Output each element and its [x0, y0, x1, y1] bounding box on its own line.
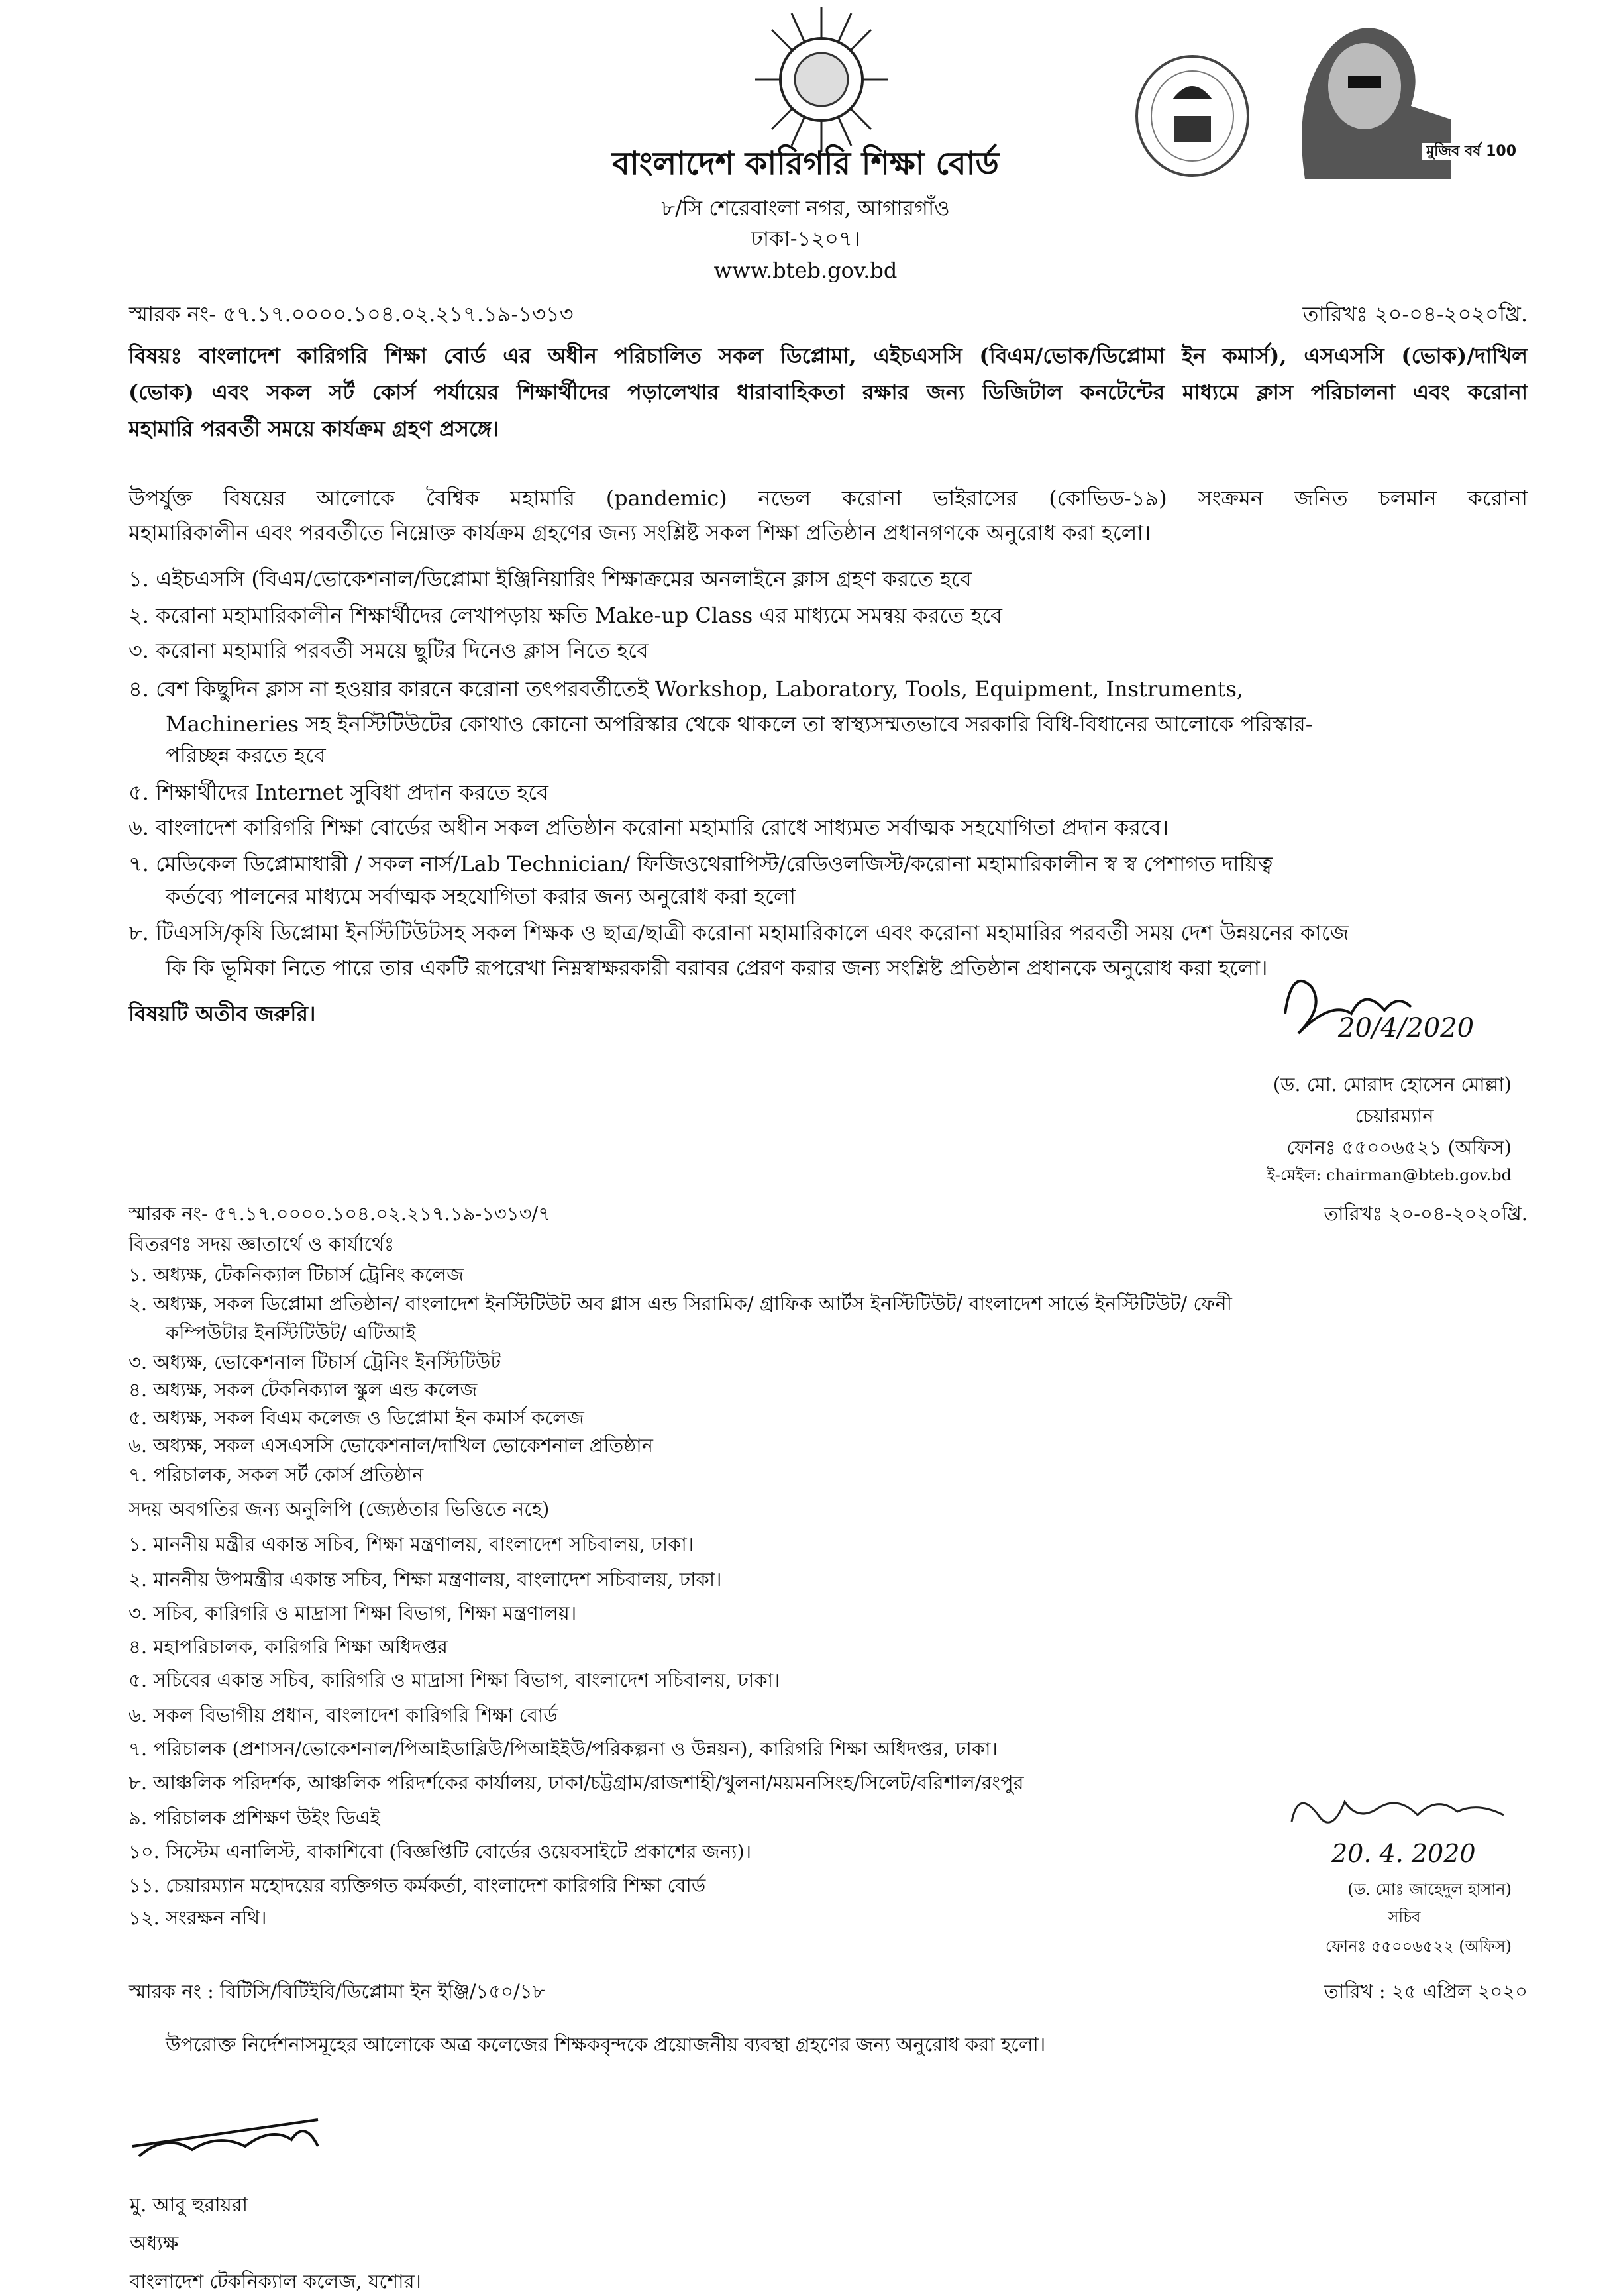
memo1-date: তারিখঃ ২০-০৪-২০২০খ্রি. — [1302, 301, 1528, 327]
secretary-phone: ফোনঃ ৫৫০০৬৫২২ (অফিস) — [1325, 1937, 1512, 1956]
copy-heading: সদয় অবগতির জন্য অনুলিপি (জ্যেষ্ঠতার ভিত্তিতে নহে) — [129, 1498, 550, 1520]
principal-name: মু. আবু হুরায়রা — [130, 2193, 248, 2216]
body-line: উপর্যুক্ত বিষয়ের আলোকে বৈশ্বিক মহামারি (pandemic) নভেল করোনা ভাইরাসের (কোভিড-১৯) সংক্রমন জনিত চলমান করোনা — [129, 486, 1528, 511]
subject-line: বিষয়ঃ বাংলাদেশ কারিগরি শিক্ষা বোর্ড এর অধীন পরিচালিত সকল ডিপ্লোমা, এইচএসসি (বিএম/ভোক/ডিপ্লোমা ইন কমার্স), এসএসসি (ভোক)/দাখিল — [129, 343, 1528, 368]
list-item-continued: কর্তব্যে পালনের মাধ্যমে সর্বাত্মক সহযোগিতা করার জন্য অনুরোধ করা হলো — [166, 884, 796, 909]
copy-item: ৩. সচিব, কারিগরি ও মাদ্রাসা শিক্ষা বিভাগ, শিক্ষা মন্ত্রণালয়। — [129, 1602, 577, 1624]
distribution-item: ২. অধ্যক্ষ, সকল ডিপ্লোমা প্রতিষ্ঠান/ বাংলাদেশ ইনস্টিটিউট অব গ্লাস এন্ড সিরামিক/ গ্রাফিক আর্টস ইনস্টিটিউট/ বাংলাদেশ সার্ভে ইনস্টিটিউট/ ফেনী — [129, 1292, 1232, 1315]
chairman-signature-date: 20/4/2020 — [1338, 1013, 1475, 1043]
secretary-name: (ড. মোঃ জাহেদুল হাসান) — [1347, 1880, 1512, 1899]
distribution-heading: বিতরণঃ সদয় জ্ঞাতার্থে ও কার্যার্থেঃ — [129, 1233, 395, 1255]
distribution-item: ৬. অধ্যক্ষ, সকল এসএসসি ভোকেশনাল/দাখিল ভোকেশনাল প্রতিষ্ঠান — [129, 1434, 653, 1457]
body-line: মহামারিকালীন এবং পরবর্তীতে নিম্নোক্ত কার্যক্রম গ্রহণের জন্য সংশ্লিষ্ট সকল শিক্ষা প্রতিষ্ঠান প্রধানগণকে অনুরোধ করা হলো। — [129, 520, 1151, 545]
website-link[interactable]: www.bteb.gov.bd — [713, 258, 898, 283]
copy-item: ৮. আঞ্চলিক পরিদর্শক, আঞ্চলিক পরিদর্শকের কার্যালয়, ঢাকা/চট্টগ্রাম/রাজশাহী/খুলনা/ময়মনসিংহ/সিলেট/বরিশাল/রংপুর — [129, 1771, 1024, 1794]
copy-item: ২. মাননীয় উপমন্ত্রীর একান্ত সচিব, শিক্ষা মন্ত্রণালয়, বাংলাদেশ সচিবালয়, ঢাকা। — [129, 1568, 722, 1591]
address-line-2: ঢাকা-১২০৭। — [751, 226, 860, 251]
organization-title: বাংলাদেশ কারিগরি শিক্ষা বোর্ড — [612, 145, 999, 182]
urgent-note: বিষয়টি অতীব জরুরি। — [129, 1001, 316, 1026]
copy-item: ৫. সচিবের একান্ত সচিব, কারিগরি ও মাদ্রাসা শিক্ষা বিভাগ, বাংলাদেশ সচিবালয়, ঢাকা। — [129, 1669, 780, 1691]
list-item: ২. করোনা মহামারিকালীন শিক্ষার্থীদের লেখাপড়ায় ক্ষতি Make-up Class এর মাধ্যমে সমন্বয় করতে হবে — [129, 603, 1002, 628]
subject-line: (ভোক) এবং সকল সর্ট কোর্স পর্যায়ের শিক্ষার্থীদের পড়ালেখার ধারাবাহিকতা রক্ষার জন্য ডিজিটাল কনটেন্টের মাধ্যমে ক্লাস পরিচালনা এবং করোনা — [129, 380, 1528, 405]
memo3-ref: স্মারক নং : বিটিসি/বিটিইবি/ডিপ্লোমা ইন ইঞ্জি/১৫০/১৮ — [129, 1980, 545, 2003]
list-item-continued: কি কি ভূমিকা নিতে পারে তার একটি রূপরেখা নিম্নস্বাক্ষরকারী বরাবর প্রেরণ করার জন্য সংশ্লিষ্ট প্রতিষ্ঠান প্রধানকে অনুরোধ করা হলো। — [166, 955, 1268, 980]
distribution-item: ৭. পরিচালক, সকল সর্ট কোর্স প্রতিষ্ঠান — [129, 1463, 424, 1486]
copy-item: ৪. মহাপরিচালক, কারিগরি শিক্ষা অধিদপ্তর — [129, 1636, 448, 1658]
distribution-item: ৪. অধ্যক্ষ, সকল টেকনিক্যাল স্কুল এন্ড কলেজ — [129, 1379, 478, 1401]
list-item: ৩. করোনা মহামারি পরবর্তী সময়ে ছুটির দিনেও ক্লাস নিতে হবে — [129, 638, 649, 663]
distribution-item-continued: কম্পিউটার ইনস্টিটিউট/ এটিআই — [166, 1322, 416, 1344]
copy-item: ১২. সংরক্ষন নথি। — [129, 1906, 267, 1929]
distribution-item: ১. অধ্যক্ষ, টেকনিক্যাল টিচার্স ট্রেনিং কলেজ — [129, 1263, 464, 1286]
list-item: ১. এইচএসসি (বিএম/ভোকেশনাল/ডিপ্লোমা ইঞ্জিনিয়ারিং শিক্ষাক্রমের অনলাইনে ক্লাস গ্রহণ করতে হবে — [129, 566, 972, 592]
memo2-ref: স্মারক নং- ৫৭.১৭.০০০০.১০৪.০২.২১৭.১৯-১৩১৩/৭ — [129, 1202, 551, 1225]
copy-item: ১. মাননীয় মন্ত্রীর একান্ত সচিব, শিক্ষা মন্ত্রণালয়, বাংলাদেশ সচিবালয়, ঢাকা। — [129, 1533, 694, 1555]
list-item-continued: পরিচ্ছন্ন করতে হবে — [166, 743, 326, 768]
mujib-borsho-logo-text: মুজিব বর্ষ 100 — [1422, 143, 1521, 160]
list-item: ৭. মেডিকেল ডিপ্লোমাধারী / সকল নার্স/Lab Technician/ ফিজিওথেরাপিস্ট/রেডিওলজিস্ট/করোনা মহামারিকালীন স্ব স্ব পেশাগত দায়িত্ব — [129, 851, 1273, 876]
chairman-name: (ড. মো. মোরাদ হোসেন মোল্লা) — [1273, 1073, 1512, 1096]
memo3-date: তারিখ : ২৫ এপ্রিল ২০২০ — [1324, 1980, 1528, 2003]
memo1-ref: স্মারক নং- ৫৭.১৭.০০০০.১০৪.০২.২১৭.১৯-১৩১৩ — [129, 301, 574, 327]
secretary-signature-date: 20. 4. 2020 — [1331, 1839, 1476, 1868]
secretary-title: সচিব — [1388, 1908, 1421, 1926]
list-item: ৬. বাংলাদেশ কারিগরি শিক্ষা বোর্ডের অধীন সকল প্রতিষ্ঠান করোনা মহামারি রোধে সাধ্যমত সর্বাত্মক সহযোগিতা প্রদান করবে। — [129, 815, 1169, 840]
copy-item: ৭. পরিচালক (প্রশাসন/ভোকেশনাল/পিআইডাব্লিউ/পিআইইউ/পরিকল্পনা ও উন্নয়ন), কারিগরি শিক্ষা অধিদপ্তর, ঢাকা। — [129, 1738, 998, 1760]
copy-item: ১০. সিস্টেম এনালিস্ট, বাকাশিবো (বিজ্ঞপ্তিটি বোর্ডের ওয়েবসাইটে প্রকাশের জন্য)। — [129, 1840, 752, 1863]
memo3-body: উপরোক্ত নির্দেশনাসমূহের আলোকে অত্র কলেজের শিক্ষকবৃন্দকে প্রয়োজনীয় ব্যবস্থা গ্রহণের জন্য অনুরোধ করা হলো। — [166, 2033, 1046, 2056]
memo2-date: তারিখঃ ২০-০৪-২০২০খ্রি. — [1324, 1202, 1528, 1225]
principal-title: অধ্যক্ষ — [130, 2232, 179, 2254]
list-item: ৮. টিএসসি/কৃষি ডিপ্লোমা ইনস্টিটিউটসহ সকল শিক্ষক ও ছাত্র/ছাত্রী করোনা মহামারিকালে এবং করোনা মহামারির পরবর্তী সময় দেশ উন্নয়নের কাজে — [129, 920, 1349, 945]
copy-item: ৯. পরিচালক প্রশিক্ষণ উইং ডিএই — [129, 1806, 380, 1829]
government-emblem-icon — [755, 7, 888, 152]
address-line-1: ৮/সি শেরেবাংলা নগর, আগারগাঁও — [661, 195, 950, 221]
list-item-continued: Machineries সহ ইনস্টিটিউটের কোথাও কোনো অপরিস্কার থেকে থাকলে তা স্বাস্থ্যসম্মতভাবে সরকারি বিধি-বিধানের আলোকে পরিস্কার- — [166, 711, 1313, 737]
subject-line: মহামারি পরবর্তী সময়ে কার্যক্রম গ্রহণ প্রসঙ্গে। — [129, 416, 499, 441]
chairman-title: চেয়ারম্যান — [1355, 1104, 1434, 1127]
distribution-item: ৫. অধ্যক্ষ, সকল বিএম কলেজ ও ডিপ্লোমা ইন কমার্স কলেজ — [129, 1406, 584, 1429]
principal-signature — [126, 2107, 338, 2173]
distribution-item: ৩. অধ্যক্ষ, ভোকেশনাল টিচার্স ট্রেনিং ইনস্টিটিউট — [129, 1351, 501, 1373]
copy-item: ৬. সকল বিভাগীয় প্রধান, বাংলাদেশ কারিগরি শিক্ষা বোর্ড — [129, 1704, 558, 1726]
principal-institution: বাংলাদেশ টেকনিক্যাল কলেজ, যশোর। — [130, 2270, 421, 2293]
chairman-email[interactable]: ই-মেইল: chairman@bteb.gov.bd — [1267, 1166, 1512, 1184]
chairman-phone: ফোনঃ ৫৫০০৬৫২১ (অফিস) — [1286, 1136, 1512, 1159]
list-item: ৪. বেশ কিছুদিন ক্লাস না হওয়ার কারনে করোনা তৎপরবর্তীতেই Workshop, Laboratory, Tools, Equipment, Instruments, — [129, 676, 1244, 702]
list-item: ৫. শিক্ষার্থীদের Internet সুবিধা প্রদান করতে হবে — [129, 780, 548, 805]
copy-item: ১১. চেয়ারম্যান মহোদয়ের ব্যক্তিগত কর্মকর্তা, বাংলাদেশ কারিগরি শিক্ষা বোর্ড — [129, 1874, 706, 1897]
